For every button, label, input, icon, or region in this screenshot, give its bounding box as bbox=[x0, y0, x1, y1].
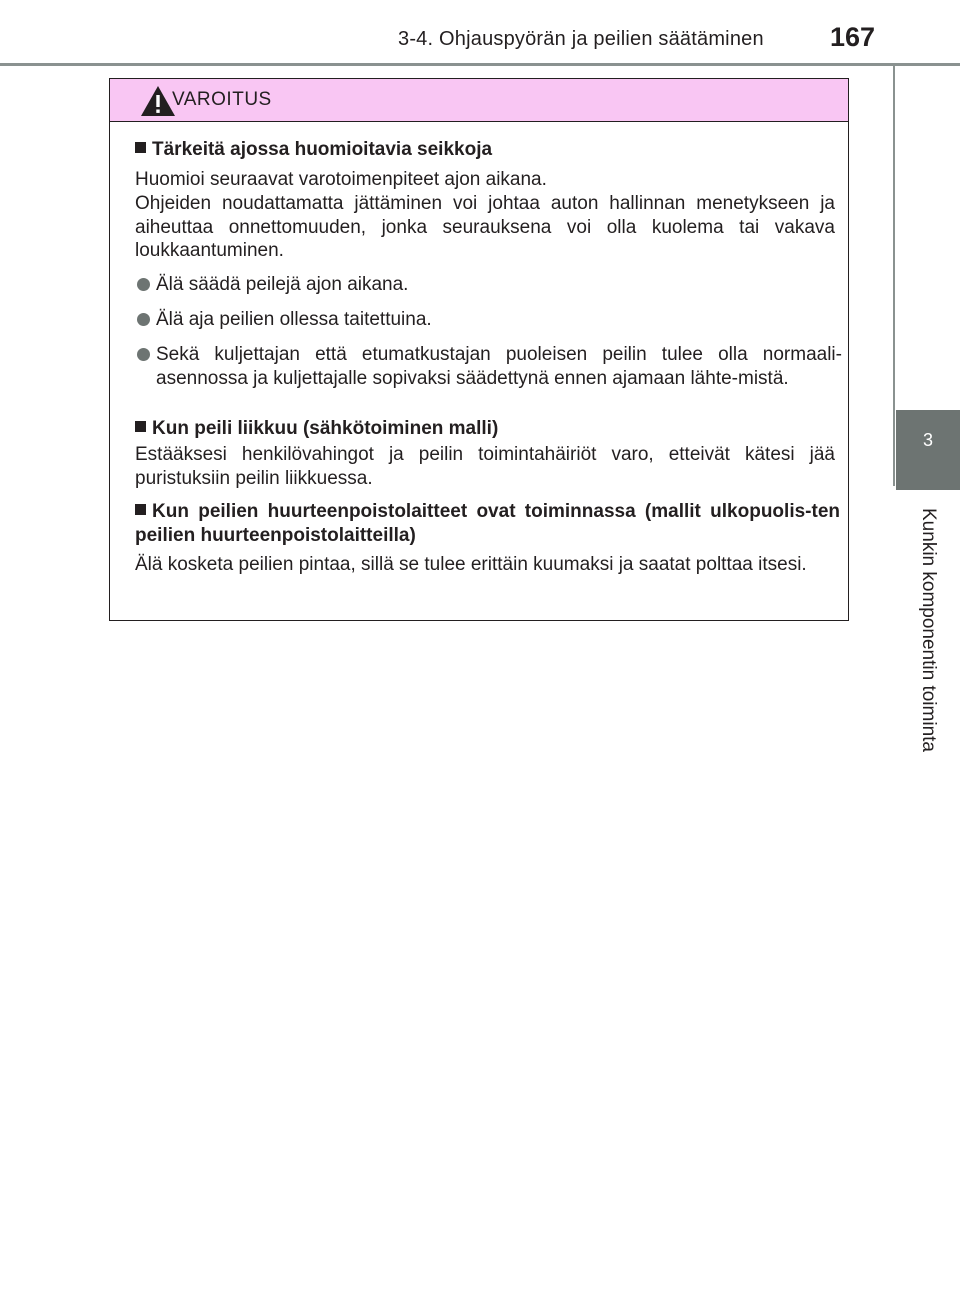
section-heading bbox=[135, 500, 840, 548]
section-heading-text: Kun peilien huurteenpoistolaitteet ovat toiminnassa (mallit ulkopuolis-ten peilien huurteenpoistolaitteilla) bbox=[135, 501, 840, 546]
chapter-number: 3 bbox=[922, 430, 933, 450]
side-rule bbox=[893, 66, 895, 486]
section-heading bbox=[135, 138, 840, 162]
warning-triangle-icon bbox=[140, 85, 176, 117]
round-bullet-icon bbox=[137, 348, 150, 361]
list-item bbox=[137, 308, 842, 332]
list-item bbox=[137, 343, 842, 390]
list-item-text: Älä aja peilien ollessa taitettuina. bbox=[156, 309, 432, 330]
page-header-title: 3-4. Ohjauspyörän ja peilien säätäminen bbox=[398, 28, 764, 50]
paragraph: Estääksesi henkilövahingot ja peilin toimintahäiriöt varo, etteivät kätesi jää puristuksiin peilin liikkuessa. bbox=[135, 444, 835, 489]
warning-header bbox=[110, 79, 848, 122]
round-bullet-icon bbox=[137, 313, 150, 326]
square-bullet-icon bbox=[135, 504, 146, 515]
square-bullet-icon bbox=[135, 142, 146, 153]
list-item-text: Älä säädä peilejä ajon aikana. bbox=[156, 274, 409, 295]
page-number: 167 bbox=[830, 22, 876, 52]
section-heading-text: Tärkeitä ajossa huomioitavia seikkoja bbox=[152, 139, 493, 160]
square-bullet-icon bbox=[135, 421, 146, 432]
section-heading bbox=[135, 417, 840, 441]
header-rule bbox=[0, 63, 960, 66]
paragraph: Ohjeiden noudattamatta jättäminen voi johtaa auton hallinnan menetykseen ja aiheuttaa onnettomuuden, jonka seurauksena voi olla kuolema tai vakava loukkaantuminen. bbox=[135, 193, 835, 261]
list-item-text: Sekä kuljettajan että etumatkustajan puoleisen peilin tulee olla normaali-asennossa ja kuljettajalle sopivaksi säädettynä ennen ajamaan lähte-mistä. bbox=[156, 344, 842, 389]
paragraph: Älä kosketa peilien pintaa, sillä se tulee erittäin kuumaksi ja saatat polttaa itsesi. bbox=[135, 554, 807, 575]
chapter-label: Kunkin komponentin toiminta bbox=[918, 508, 939, 752]
paragraph: Huomioi seuraavat varotoimenpiteet ajon aikana. bbox=[135, 169, 547, 190]
warning-title: VAROITUS bbox=[172, 89, 272, 110]
warning-box bbox=[109, 78, 849, 621]
section-heading-text: Kun peili liikkuu (sähkötoiminen malli) bbox=[152, 418, 499, 439]
round-bullet-icon bbox=[137, 278, 150, 291]
list-item bbox=[137, 273, 842, 297]
